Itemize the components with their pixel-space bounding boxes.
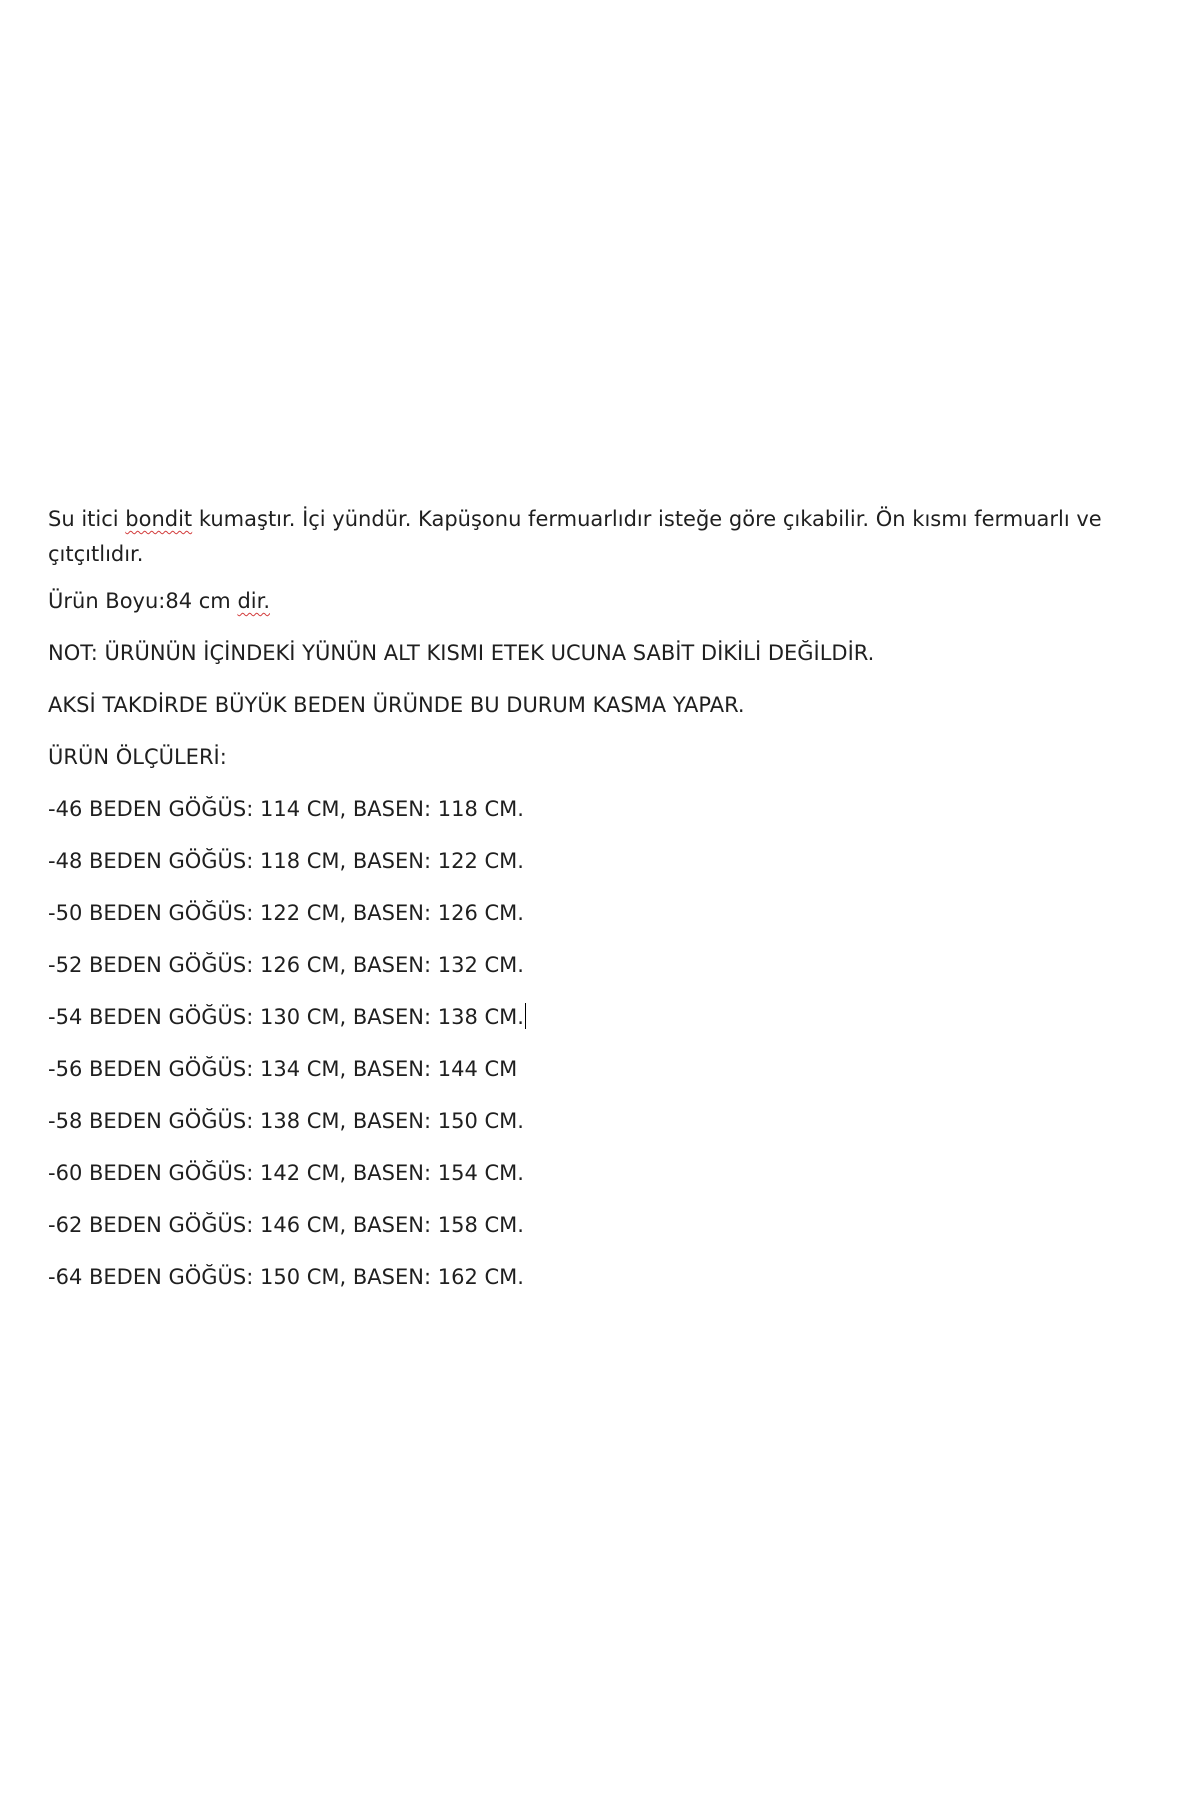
size-line-60: -60 BEDEN GÖĞÜS: 142 CM, BASEN: 154 CM. [48,1161,524,1185]
misspelled-word-dir[interactable]: dir. [237,589,270,613]
text-cursor [525,1003,526,1029]
description-text-rest: kumaştır. İçi yündür. Kapüşonu fermuarlıdır isteğe göre çıkabilir. Ön kısmı fermuarlı ve çıtçıtlıdır. [48,507,1109,566]
size-line-64: -64 BEDEN GÖĞÜS: 150 CM, BASEN: 162 CM. [48,1265,524,1289]
size-line-46: -46 BEDEN GÖĞÜS: 114 CM, BASEN: 118 CM. [48,797,524,821]
description-text-start: Su itici [48,507,126,531]
product-description [48,502,1148,572]
size-line-58: -58 BEDEN GÖĞÜS: 138 CM, BASEN: 150 CM. [48,1109,524,1133]
misspelled-word-bondit[interactable]: bondit [125,507,193,531]
size-line-54-text: -54 BEDEN GÖĞÜS: 130 CM, BASEN: 138 CM. [48,1005,524,1029]
size-line-48: -48 BEDEN GÖĞÜS: 118 CM, BASEN: 122 CM. [48,849,524,873]
size-line-56: -56 BEDEN GÖĞÜS: 134 CM, BASEN: 144 CM [48,1057,518,1081]
product-warning: AKSİ TAKDİRDE BÜYÜK BEDEN ÜRÜNDE BU DURUM KASMA YAPAR. [48,693,745,717]
size-line-54 [48,1000,1148,1035]
size-line-62: -62 BEDEN GÖĞÜS: 146 CM, BASEN: 158 CM. [48,1213,524,1237]
product-note: NOT: ÜRÜNÜN İÇİNDEKİ YÜNÜN ALT KISMI ETEK UCUNA SABİT DİKİLİ DEĞİLDİR. [48,641,875,665]
size-line-52: -52 BEDEN GÖĞÜS: 126 CM, BASEN: 132 CM. [48,953,524,977]
document-body[interactable] [48,502,1148,1312]
product-length [48,584,1148,619]
length-text: Ürün Boyu:84 cm [48,589,238,613]
size-line-50: -50 BEDEN GÖĞÜS: 122 CM, BASEN: 126 CM. [48,901,524,925]
measurements-title: ÜRÜN ÖLÇÜLERİ: [48,745,227,769]
